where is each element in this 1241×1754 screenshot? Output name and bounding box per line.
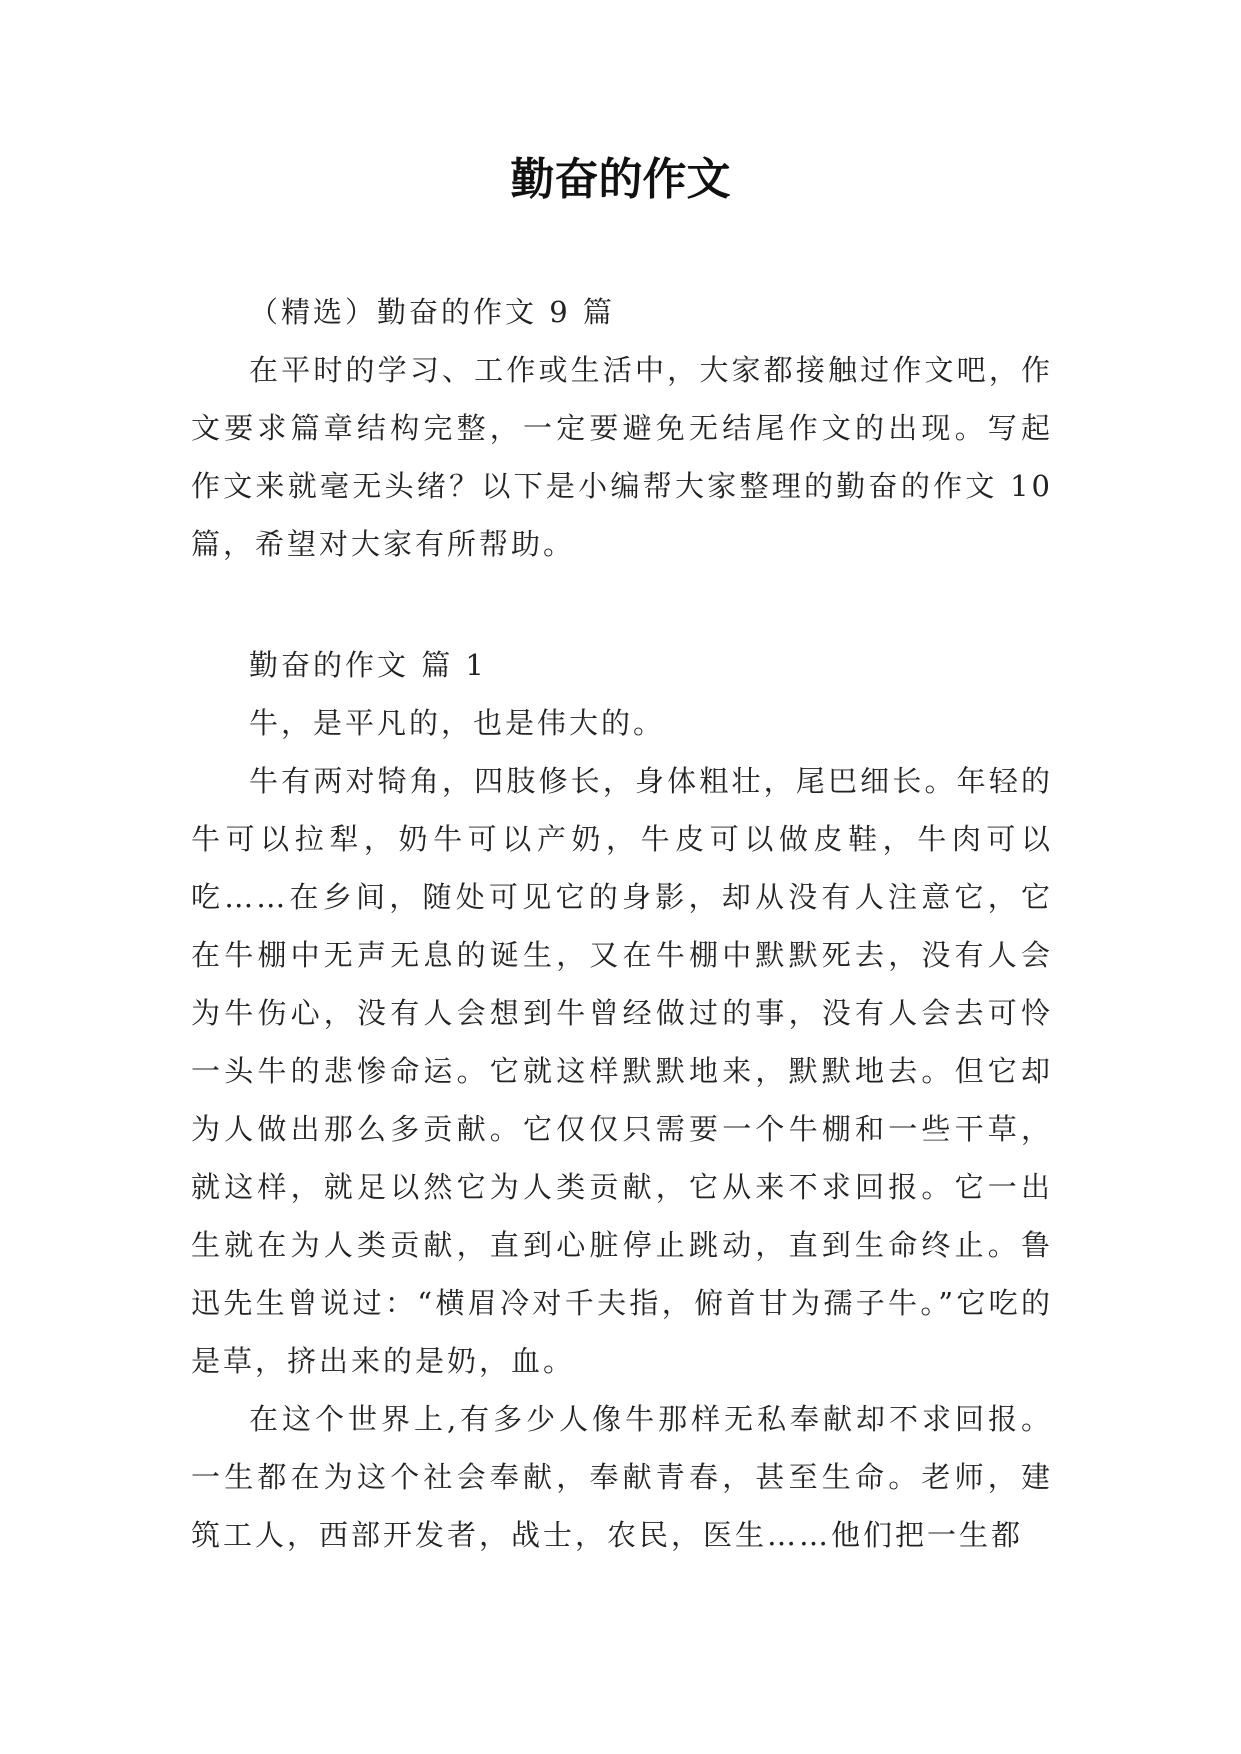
intro-block	[191, 283, 1053, 573]
section-paragraph: 牛，是平凡的，也是伟大的。	[249, 706, 666, 740]
section-heading: 勤奋的作文 篇 1	[249, 648, 487, 682]
intro-paragraph: 在平时的学习、工作或生活中，大家都接触过作文吧，作文要求篇章结构完整，一定要避免无结尾作文的出现。写起作文来就毫无头绪？以下是小编帮大家整理的勤奋的作文 10 篇，希望对大家有所帮助。	[191, 353, 1053, 561]
section-paragraph: 牛有两对犄角，四肢修长，身体粗壮，尾巴细长。年轻的牛可以拉犁，奶牛可以产奶，牛皮可以做皮鞋，牛肉可以吃……在乡间，随处可见它的身影，却从没有人注意它，它在牛棚中无声无息的诞生，又在牛棚中默默死去，没有人会为牛伤心，没有人会想到牛曾经做过的事，没有人会去可怜一头牛的悲惨命运。它就这样默默地来，默默地去。但它却为人做出那么多贡献。它仅仅只需要一个牛棚和一些干草，就这样，就足以然它为人类贡献，它从来不求回报。它一出生就在为人类贡献，直到心脏停止跳动，直到生命终止。鲁迅先生曾说过：“横眉冷对千夫指，俯首甘为孺子牛。”它吃的是草，挤出来的是奶，血。	[191, 764, 1053, 1378]
document-title: 勤奋的作文	[510, 154, 731, 205]
section-1	[191, 636, 1053, 1564]
section-paragraph: 在这个世界上,有多少人像牛那样无私奉献却不求回报。一生都在为这个社会奉献，奉献青春，甚至生命。老师，建筑工人，西部开发者，战士，农民，医生……他们把一生都	[191, 1402, 1053, 1552]
intro-subtitle: （精选）勤奋的作文 9 篇	[249, 295, 615, 329]
